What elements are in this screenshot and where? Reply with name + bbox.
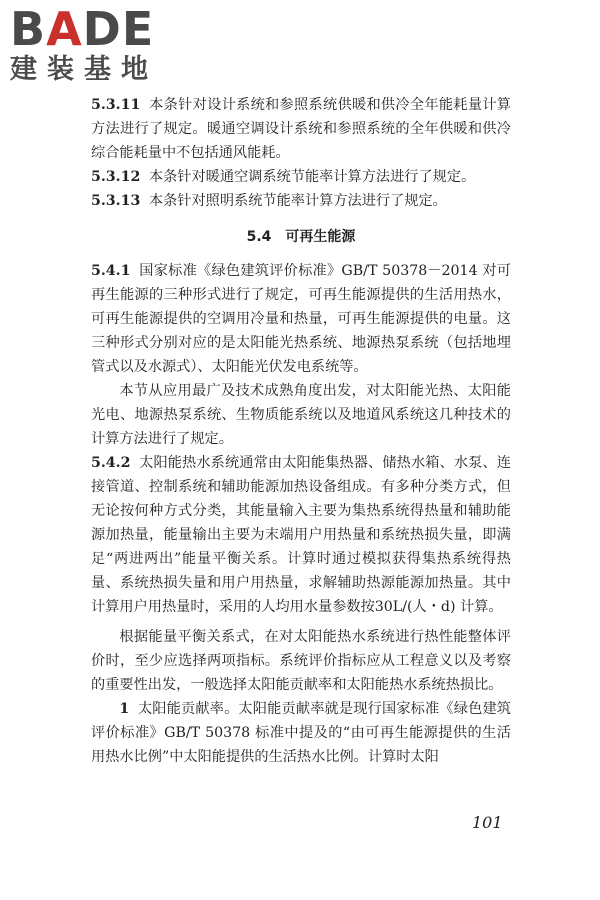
clause-number: 5.3.13	[91, 193, 141, 209]
item-number: 1	[119, 701, 130, 717]
clause-text: 国家标准《绿色建筑评价标准》GB/T 50378－2014 对可再生能源的三种形式进行了规定，可再生能源提供的生活用热水，可再生能源提供的空调用冷量和热量，可再生能源提供的电量。这三种形式分别对应的是太阳能光热系统、地源热泵系统（包括地埋管式以及水源式）、太阳能光伏发电系统等。	[91, 263, 511, 375]
clause-number: 5.4.2	[91, 455, 131, 471]
section-number: 5.4	[246, 229, 272, 245]
section-title-text: 可再生能源	[285, 229, 356, 245]
paragraph-scope: 本节从应用最广及技术成熟角度出发，对太阳能光热、太阳能光电、地源热泵系统、生物质能系统以及地道风系统这几种技术的计算方法进行了规定。	[91, 383, 511, 447]
section-heading	[91, 225, 511, 249]
clause-number: 5.3.11	[91, 97, 141, 113]
logo-wordmark	[10, 4, 180, 54]
clause-number: 5.4.1	[91, 263, 131, 279]
clause-5-3-11	[91, 93, 511, 165]
clause-number: 5.3.12	[91, 169, 141, 185]
logo-letter-b: B	[10, 2, 47, 56]
document-body	[91, 93, 511, 769]
logo-letter-a: A	[46, 2, 83, 56]
site-logo	[10, 4, 180, 86]
page-number: 101	[472, 813, 503, 832]
clause-text: 太阳能热水系统通常由太阳能集热器、储热水箱、水泵、连接管道、控制系统和辅助能源加热设备组成。有多种分类方式，但无论按何种方式分类，其能量输入主要为集热系统得热量和辅助能源加热量，能量输出主要为末端用户用热量和系统热损失量，即满足“两进两出”能量平衡关系。计算时通过模拟获得集热系统得热量、系统热损失量和用户用热量，求解辅助热源能源加热量。其中计算用户用热量时，采用的人均用水量参数按30L/(人・d) 计算。	[91, 455, 511, 615]
clause-5-4-2	[91, 451, 511, 619]
item-text: 太阳能贡献率。太阳能贡献率就是现行国家标准《绿色建筑评价标准》GB/T 50378 标准中提及的“由可再生能源提供的生活用热水比例”中太阳能提供的生活热水比例。计算时太阳	[91, 701, 511, 765]
logo-tagline: 建装基地	[10, 54, 158, 85]
item-1-solar-contribution	[91, 697, 511, 769]
clause-5-3-13	[91, 189, 511, 213]
paragraph-energy-balance: 根据能量平衡关系式，在对太阳能热水系统进行热性能整体评价时，至少应选择两项指标。系统评价指标应从工程意义以及考察的重要性出发，一般选择太阳能贡献率和太阳能热水系统热损比。	[91, 629, 511, 693]
clause-5-3-12	[91, 165, 511, 189]
clause-text: 本条针对暖通空调系统节能率计算方法进行了规定。	[148, 169, 476, 185]
clause-text: 本条针对照明系统节能率计算方法进行了规定。	[148, 193, 447, 209]
clause-text: 本条针对设计系统和参照系统供暖和供冷全年能耗量计算方法进行了规定。暖通空调设计系统和参照系统的全年供暖和供冷综合能耗量中不包括通风能耗。	[91, 97, 511, 161]
logo-letters-de: DE	[82, 2, 155, 56]
clause-5-4-1	[91, 259, 511, 379]
